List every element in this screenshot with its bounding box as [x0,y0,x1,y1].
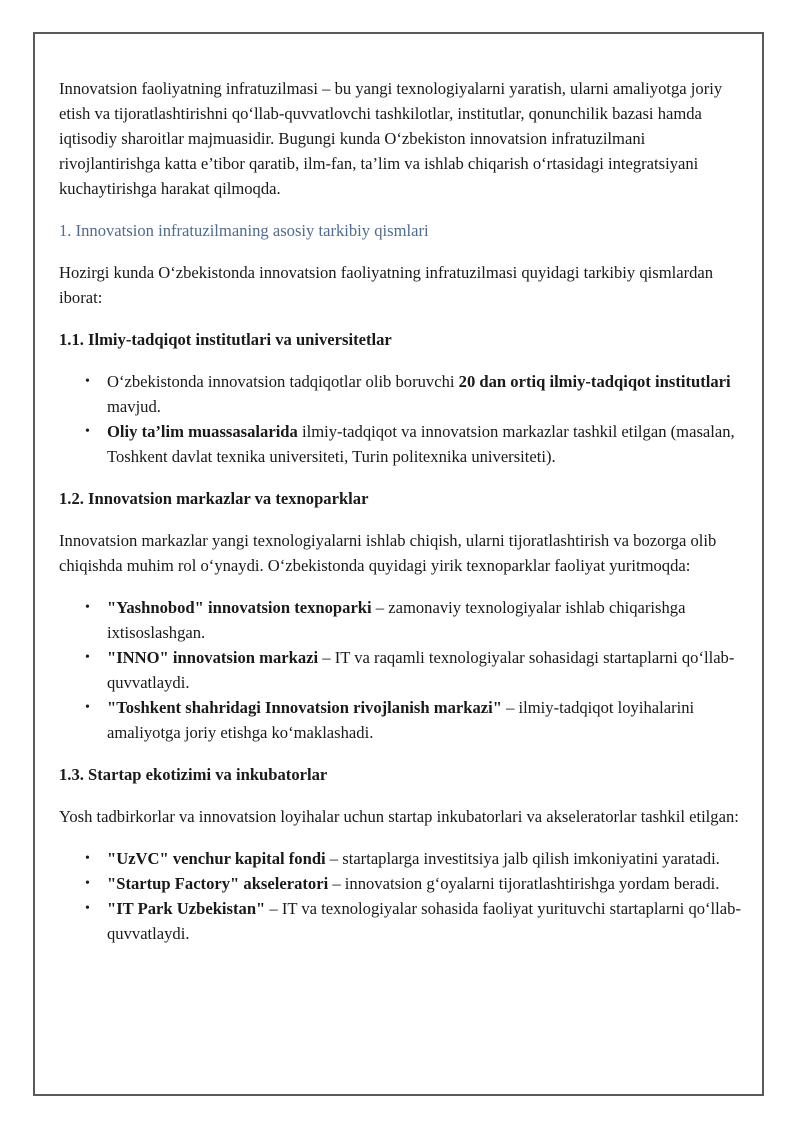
section-heading: 1. Innovatsion infratuzilmaning asosiy tarkibiy qismlari [59,221,429,240]
document-body [59,76,749,963]
section-intro-paragraph: Hozirgi kunda O‘zbekistonda innovatsion faoliyatning infratuzilmasi quyidagi tarkibiy qismlardan iborat: [59,263,714,307]
bullet-list-1-1 [59,369,749,469]
list-item: • "Startup Factory" akseleratori – innovatsion g‘oyalarni tijoratlashtirishga yordam beradi. [107,871,749,896]
bullet-icon: • [85,901,90,916]
list-item: • "IT Park Uzbekistan" – IT va texnologiyalar sohasida faoliyat yurituvchi startaplarni qo‘llab-quvvatlaydi. [107,896,749,946]
document-page [33,32,764,1096]
list-item: • "Toshkent shahridagi Innovatsion rivojlanish markazi" – ilmiy-tadqiqot loyihalarini amaliyotga joriy etishga ko‘maklashadi. [107,695,749,745]
list-item: • "INNO" innovatsion markazi – IT va raqamli texnologiyalar sohasidagi startaplarni qo‘llab-quvvatlaydi. [107,645,749,695]
subsection-heading-1-3: 1.3. Startap ekotizimi va inkubatorlar [59,765,328,784]
list-item: • "UzVC" venchur kapital fondi – startaplarga investitsiya jalb qilish imkoniyatini yaratadi. [107,846,749,871]
bullet-icon: • [85,600,90,615]
bullet-icon: • [85,851,90,866]
list-item: • "Yashnobod" innovatsion texnoparki – zamonaviy texnologiyalar ishlab chiqarishga ixtisoslashgan. [107,595,749,645]
list-item: • Oliy ta’lim muassasalarida ilmiy-tadqiqot va innovatsion markazlar tashkil etilgan (masalan, Toshkent davlat texnika universiteti, Turin politexnika universiteti). [107,419,749,469]
subsection-heading-1-2: 1.2. Innovatsion markazlar va texnoparklar [59,489,369,508]
bullet-list-1-2 [59,595,749,745]
intro-paragraph: Innovatsion faoliyatning infratuzilmasi – bu yangi texnologiyalarni yaratish, ularni amaliyotga joriy etish va tijoratlashtirishni qo‘llab-quvvatlovchi tashkilotlar, institutlar, qonunchilik bazasi hamda iqtisodiy sharoitlar majmuasidir. Bugungi kunda O‘zbekiston innovatsion infratuzilmani rivojlantirishga katta e’tibor qaratib, ilm-fan, ta’lim va ishlab chiqarish o‘rtasidagi integratsiyani kuchaytirishga harakat qilmoqda. [59,79,723,198]
subsection-intro-paragraph: Yosh tadbirkorlar va innovatsion loyihalar uchun startap inkubatorlari va akseleratorlar tashkil etilgan: [59,807,739,826]
bullet-icon: • [85,700,90,715]
list-item: • O‘zbekistonda innovatsion tadqiqotlar olib boruvchi 20 dan ortiq ilmiy-tadqiqot institutlari mavjud. [107,369,749,419]
subsection-intro-paragraph: Innovatsion markazlar yangi texnologiyalarni ishlab chiqish, ularni tijoratlashtirish va bozorga olib chiqishda muhim rol o‘ynaydi. O‘zbekistonda quyidagi yirik texnoparklar faoliyat yuritmoqda: [59,531,717,575]
bullet-list-1-3 [59,846,749,946]
bullet-icon: • [85,876,90,891]
bullet-icon: • [85,650,90,665]
bullet-icon: • [85,424,90,439]
bullet-icon: • [85,374,90,389]
subsection-heading-1-1: 1.1. Ilmiy-tadqiqot institutlari va universitetlar [59,330,392,349]
